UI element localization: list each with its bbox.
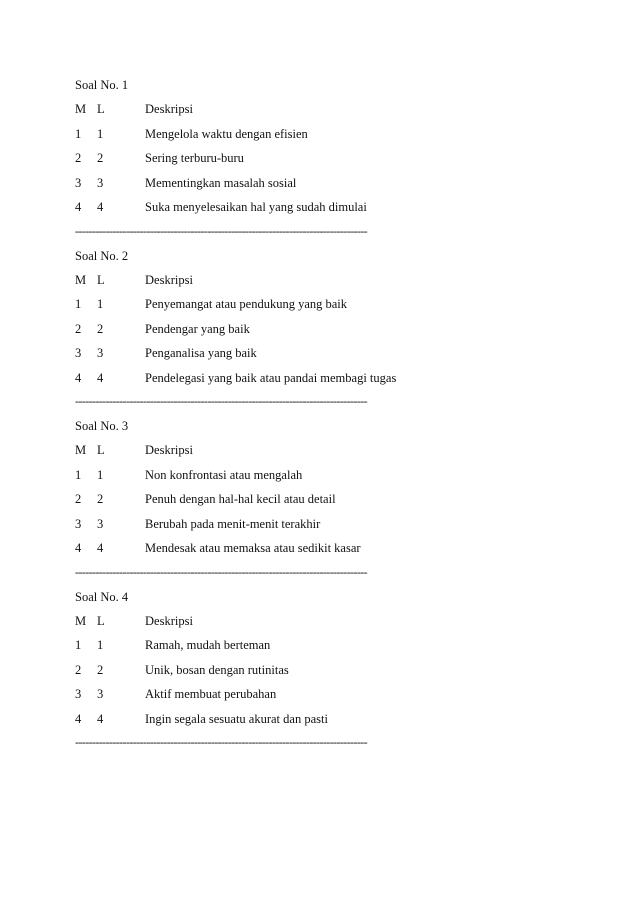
option-m-value: 3 xyxy=(75,516,82,531)
document-body xyxy=(75,75,475,757)
option-description: Mendesak atau memaksa atau sedikit kasar xyxy=(145,541,361,555)
column-header-row xyxy=(75,270,475,295)
dashed-separator: -------------------------------------------------------------------------------------- xyxy=(75,394,368,408)
option-description: Sering terburu-buru xyxy=(145,151,244,165)
option-l-value: 1 xyxy=(97,467,104,482)
option-m-value: 3 xyxy=(75,346,82,360)
dashed-separator: -------------------------------------------------------------------------------------- xyxy=(75,735,368,749)
column-header-row xyxy=(75,440,475,465)
question-title: Soal No. 3 xyxy=(75,419,129,433)
option-l-value: 2 xyxy=(97,151,104,165)
option-row xyxy=(75,197,475,222)
column-header-row xyxy=(75,611,475,636)
option-m-value: 2 xyxy=(75,151,82,165)
option-m-value: 1 xyxy=(75,297,82,311)
option-l-value: 1 xyxy=(97,638,104,652)
option-m-value: 2 xyxy=(75,662,82,677)
option-l-value: 3 xyxy=(97,516,104,531)
option-description: Pendelegasi yang baik atau pandai membagi tugas xyxy=(145,370,397,385)
column-header-l: L xyxy=(97,613,105,628)
option-row xyxy=(75,173,475,198)
option-l-value: 4 xyxy=(97,200,104,214)
option-row xyxy=(75,660,475,685)
option-m-value: 2 xyxy=(75,321,82,336)
option-row xyxy=(75,294,475,319)
option-l-value: 1 xyxy=(97,297,104,311)
column-header-description: Deskripsi xyxy=(145,272,193,287)
option-l-value: 4 xyxy=(97,711,104,726)
option-description: Aktif membuat perubahan xyxy=(145,687,277,701)
column-header-m: M xyxy=(75,102,87,116)
option-description: Pendengar yang baik xyxy=(145,321,250,336)
option-l-value: 3 xyxy=(97,687,104,701)
option-description: Penyemangat atau pendukung yang baik xyxy=(145,297,348,311)
option-m-value: 3 xyxy=(75,175,82,190)
option-description: Mengelola waktu dengan efisien xyxy=(145,126,308,141)
option-row xyxy=(75,514,475,539)
question-title: Soal No. 2 xyxy=(75,248,129,263)
option-row xyxy=(75,319,475,344)
question-section xyxy=(75,75,475,246)
column-header-l: L xyxy=(97,102,105,116)
option-l-value: 3 xyxy=(97,346,104,360)
option-description: Non konfrontasi atau mengalah xyxy=(145,467,303,482)
option-row xyxy=(75,465,475,490)
column-header-description: Deskripsi xyxy=(145,102,193,116)
option-l-value: 2 xyxy=(97,321,104,336)
option-row xyxy=(75,368,475,393)
question-title: Soal No. 1 xyxy=(75,78,129,92)
option-m-value: 4 xyxy=(75,200,82,214)
option-l-value: 2 xyxy=(97,662,104,677)
dashed-separator: -------------------------------------------------------------------------------------- xyxy=(75,223,368,238)
dashed-separator: -------------------------------------------------------------------------------------- xyxy=(75,564,368,579)
option-description: Ramah, mudah berteman xyxy=(145,638,271,652)
option-m-value: 2 xyxy=(75,492,82,506)
option-row xyxy=(75,709,475,734)
option-row xyxy=(75,635,475,660)
option-description: Penganalisa yang baik xyxy=(145,346,257,360)
option-m-value: 4 xyxy=(75,541,82,555)
option-m-value: 1 xyxy=(75,126,82,141)
option-description: Penuh dengan hal-hal kecil atau detail xyxy=(145,492,336,506)
option-l-value: 4 xyxy=(97,541,104,555)
option-row xyxy=(75,489,475,514)
option-row xyxy=(75,684,475,709)
column-header-m: M xyxy=(75,613,87,628)
question-section xyxy=(75,587,475,758)
option-l-value: 4 xyxy=(97,370,104,385)
option-l-value: 2 xyxy=(97,492,104,506)
column-header-description: Deskripsi xyxy=(145,613,193,628)
option-row xyxy=(75,343,475,368)
option-description: Unik, bosan dengan rutinitas xyxy=(145,662,289,677)
option-m-value: 3 xyxy=(75,687,82,701)
option-description: Mementingkan masalah sosial xyxy=(145,175,297,190)
question-section xyxy=(75,416,475,587)
option-row xyxy=(75,538,475,563)
column-header-row xyxy=(75,99,475,124)
question-section xyxy=(75,246,475,417)
column-header-m: M xyxy=(75,443,87,457)
option-row xyxy=(75,148,475,173)
column-header-l: L xyxy=(97,443,105,457)
option-m-value: 1 xyxy=(75,467,82,482)
option-row xyxy=(75,124,475,149)
option-description: Suka menyelesaikan hal yang sudah dimulai xyxy=(145,200,367,214)
option-description: Ingin segala sesuatu akurat dan pasti xyxy=(145,711,328,726)
option-l-value: 3 xyxy=(97,175,104,190)
question-title: Soal No. 4 xyxy=(75,589,129,604)
option-description: Berubah pada menit-menit terakhir xyxy=(145,516,321,531)
option-m-value: 4 xyxy=(75,370,82,385)
option-m-value: 4 xyxy=(75,711,82,726)
option-l-value: 1 xyxy=(97,126,104,141)
column-header-m: M xyxy=(75,272,87,287)
column-header-description: Deskripsi xyxy=(145,443,193,457)
column-header-l: L xyxy=(97,272,105,287)
option-m-value: 1 xyxy=(75,638,82,652)
